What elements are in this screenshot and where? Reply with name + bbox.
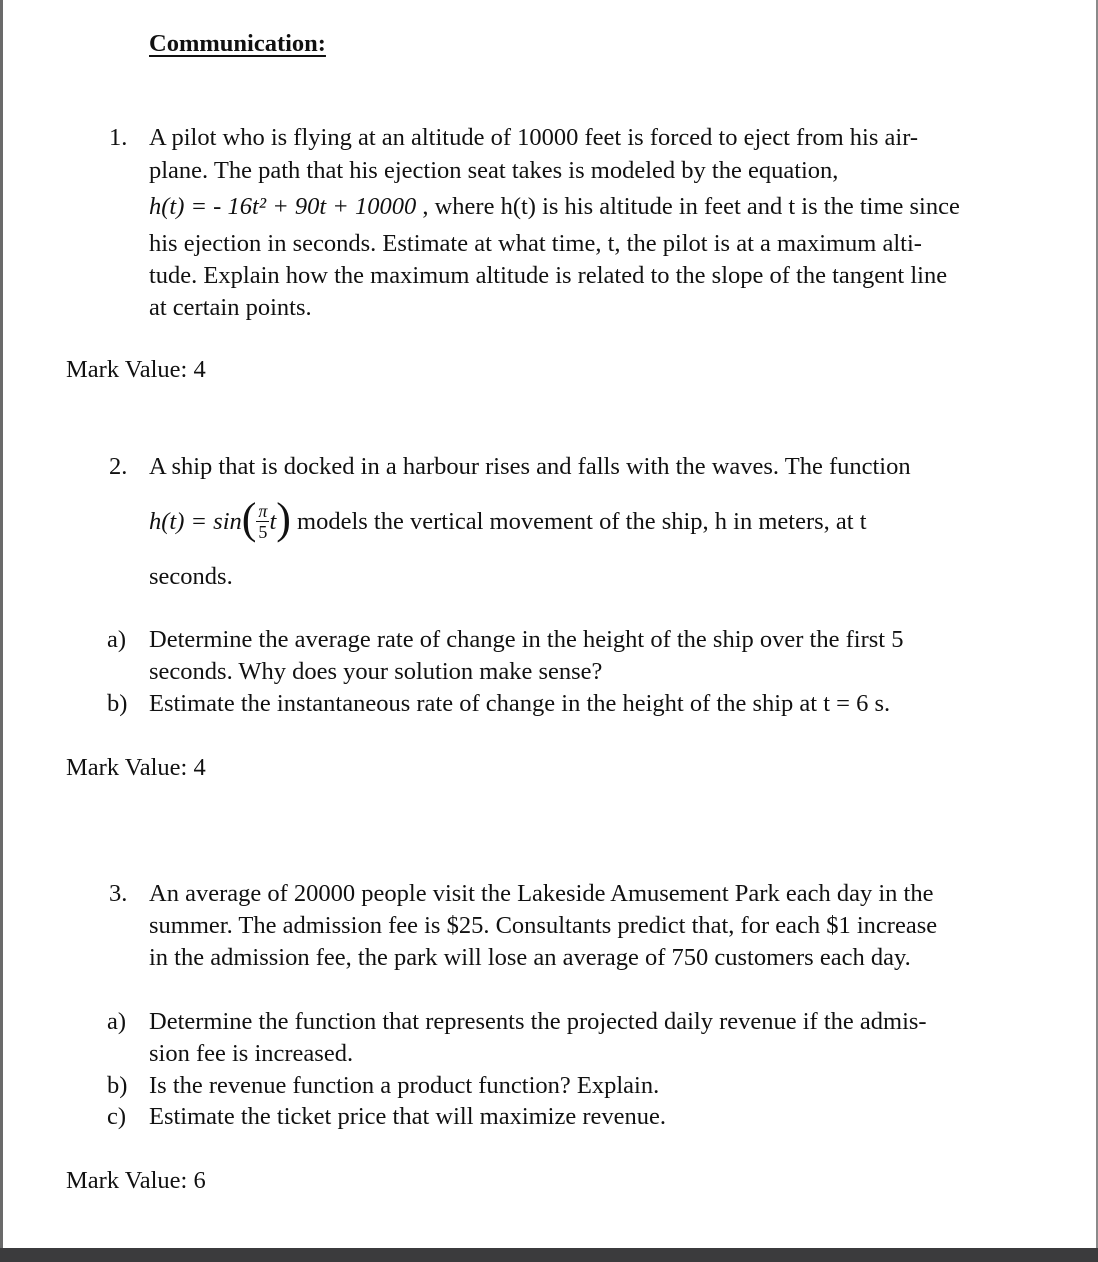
part-text-line: Estimate the ticket price that will maximize revenue.: [149, 1103, 667, 1130]
fraction: [256, 501, 269, 542]
part-text-line: Determine the function that represents the projected daily revenue if the admis-: [149, 1008, 927, 1035]
page-left-edge: [0, 0, 3, 1262]
question-text-line: in the admission fee, the park will lose an average of 750 customers each day.: [149, 944, 911, 971]
question-text-line: at certain points.: [149, 294, 312, 321]
question-text-line: his ejection in seconds. Estimate at what time, t, the pilot is at a maximum alti-: [149, 230, 922, 257]
fraction-numerator: π: [258, 500, 268, 521]
part-label: a): [107, 1008, 127, 1035]
part-label: c): [107, 1103, 127, 1130]
left-paren: (: [241, 494, 257, 544]
part-label: a): [107, 626, 127, 653]
part-text-line: seconds. Why does your solution make sense?: [149, 658, 603, 685]
part-text-line: Determine the average rate of change in the height of the ship over the first 5: [149, 626, 904, 653]
question-text-line: An average of 20000 people visit the Lakeside Amusement Park each day in the: [149, 880, 934, 907]
part-label: b): [107, 690, 128, 717]
question-text-line: A pilot who is flying at an altitude of 10000 feet is forced to eject from his air-: [149, 124, 919, 151]
equation-tail: , where h(t) is his altitude in feet and t is the time since: [422, 193, 960, 220]
question-text-line: seconds.: [149, 563, 233, 590]
equation: h(t) = - 16t² + 90t + 10000: [149, 193, 417, 220]
equation-variable: t: [269, 508, 277, 535]
part-text-line: Estimate the instantaneous rate of change in the height of the ship at t = 6 s.: [149, 690, 891, 717]
section-heading: Communication:: [149, 30, 326, 57]
mark-value: Mark Value: 4: [66, 754, 206, 781]
equation-line: [149, 494, 867, 545]
equation-line: [149, 191, 960, 223]
question-number: 2.: [109, 453, 128, 480]
question-number: 1.: [109, 124, 128, 151]
part-text-line: sion fee is increased.: [149, 1040, 354, 1067]
question-text-line: A ship that is docked in a harbour rises and falls with the waves. The function: [149, 453, 911, 480]
right-paren: ): [276, 494, 291, 544]
equation-lhs: h(t) = sin: [149, 508, 242, 535]
equation-tail: models the vertical movement of the ship, h in meters, at t: [297, 508, 867, 535]
mark-value: Mark Value: 6: [66, 1167, 206, 1194]
part-text-line: Is the revenue function a product function? Explain.: [149, 1072, 660, 1099]
part-label: b): [107, 1072, 128, 1099]
fraction-denominator: 5: [258, 521, 268, 542]
question-text-line: plane. The path that his ejection seat takes is modeled by the equation,: [149, 157, 839, 184]
mark-value: Mark Value: 4: [66, 356, 206, 383]
question-text-line: tude. Explain how the maximum altitude is related to the slope of the tangent line: [149, 262, 948, 289]
question-number: 3.: [109, 880, 128, 907]
bottom-bar: [0, 1248, 1098, 1262]
question-text-line: summer. The admission fee is $25. Consultants predict that, for each $1 increase: [149, 912, 938, 939]
